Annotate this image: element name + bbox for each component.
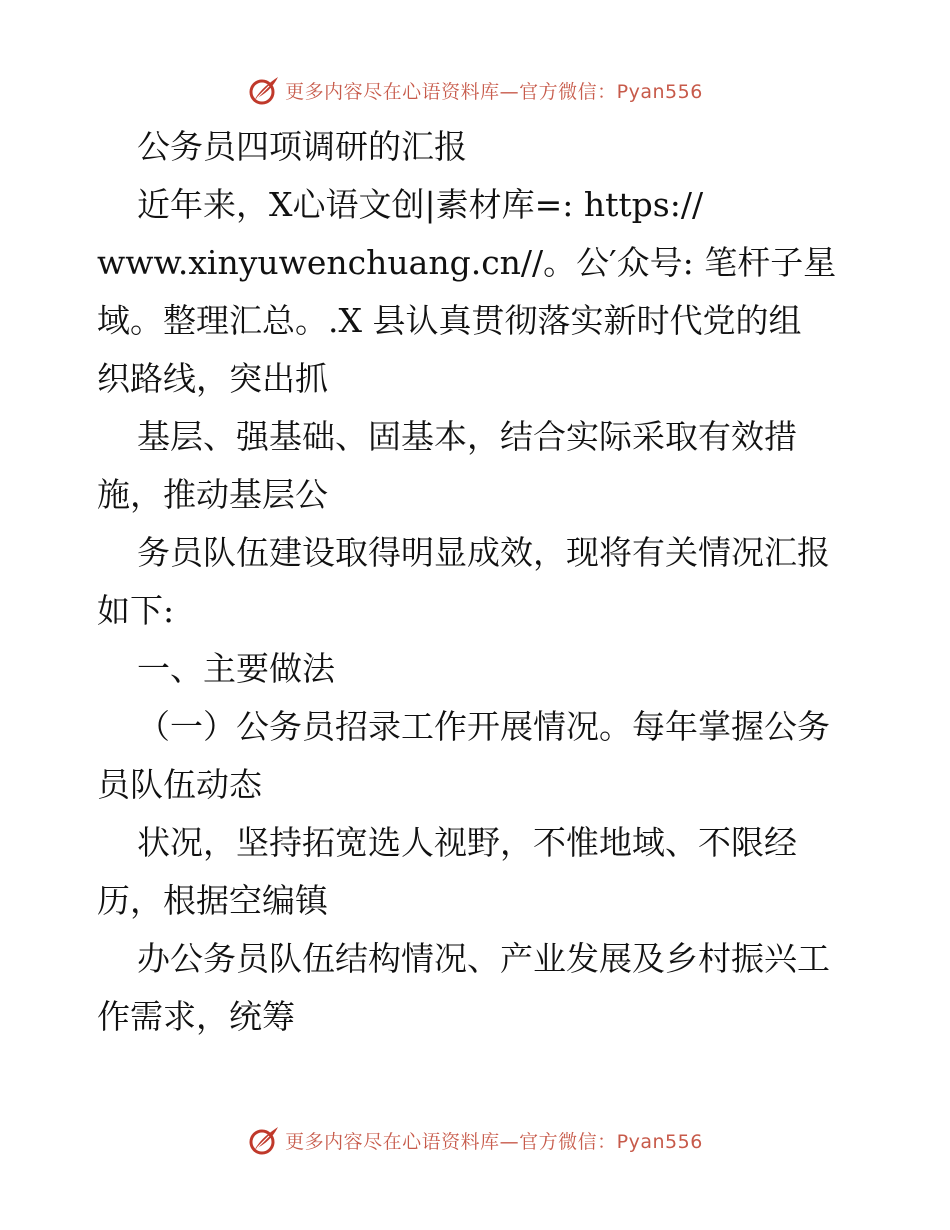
footer-banner-title: 更多内容尽在心语资料库	[285, 1130, 500, 1153]
section-heading: 一、主要做法	[137, 649, 335, 688]
header-banner-title: 更多内容尽在心语资料库	[285, 80, 500, 103]
paragraph-line: 基层、强基础、固基本，结合实际采取有效措	[137, 417, 797, 456]
header-banner	[0, 70, 950, 110]
document-title: 公务员四项调研的汇报	[137, 127, 467, 166]
paragraph-line: （一）公务员招录工作开展情况。每年掌握公务	[137, 707, 830, 746]
feather-logo-icon	[247, 1123, 281, 1157]
paragraph-line: 历，根据空编镇	[97, 881, 328, 920]
paragraph-line: 作需求，统筹	[97, 997, 295, 1036]
document-body	[97, 118, 867, 1046]
header-banner-contact: 官方微信：Pyan556	[519, 80, 703, 103]
paragraph-line: 办公务员队伍结构情况、产业发展及乡村振兴工	[137, 939, 830, 978]
paragraph-line: 员队伍动态	[97, 765, 262, 804]
footer-banner-contact: 官方微信：Pyan556	[519, 1130, 703, 1153]
paragraph-line: 近年来，X心语文创|素材库=: https://	[137, 185, 704, 224]
paragraph-line: 状况，坚持拓宽选人视野，不惟地域、不限经	[137, 823, 797, 862]
header-banner-text	[285, 77, 703, 104]
feather-logo-icon	[247, 73, 281, 107]
paragraph-line: 如下:	[97, 591, 175, 630]
footer-banner	[0, 1120, 950, 1160]
paragraph-line: 域。整理汇总。.X 县认真贯彻落实新时代党的组	[97, 301, 802, 340]
header-banner-dash: —	[499, 80, 520, 103]
footer-banner-dash: —	[499, 1130, 520, 1153]
paragraph-line: 织路线，突出抓	[97, 359, 328, 398]
paragraph-line: 务员队伍建设取得明显成效，现将有关情况汇报	[137, 533, 830, 572]
footer-banner-text	[285, 1127, 703, 1154]
paragraph-line: www.xinyuwenchuang.cn//。公′众号: 笔杆子星	[97, 243, 837, 282]
paragraph-line: 施，推动基层公	[97, 475, 328, 514]
